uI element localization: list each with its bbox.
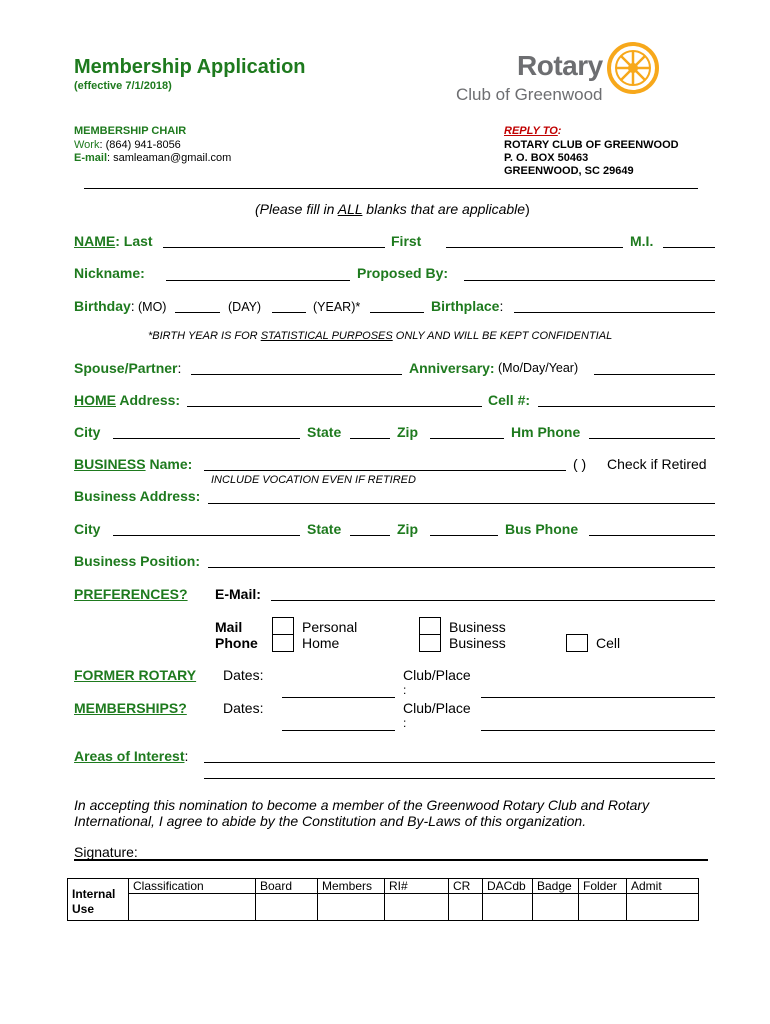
business-city-label: City <box>74 521 101 537</box>
home-address-label: HOME Address: <box>74 392 181 408</box>
pref-email-label: E-Mail: <box>215 586 261 602</box>
birthplace-field[interactable] <box>514 312 715 313</box>
reply-line2: P. O. BOX 50463 <box>504 152 589 164</box>
birthday-label: Birthday: <box>74 298 135 314</box>
zip-label: Zip <box>397 424 418 440</box>
col-classification: Classification <box>129 879 256 894</box>
page-title: Membership Application <box>74 56 306 78</box>
col-badge: Badge <box>533 879 579 894</box>
pref-phone-label: Phone <box>215 635 258 651</box>
birth-year-field[interactable] <box>370 312 424 313</box>
club-place-field-2[interactable] <box>481 730 715 731</box>
club-place-field-1[interactable] <box>481 697 715 698</box>
nickname-field[interactable] <box>166 280 350 281</box>
nickname-label: Nickname: <box>74 265 145 281</box>
mail-personal-checkbox[interactable] <box>272 617 294 635</box>
cell-option-label: Cell <box>596 635 621 651</box>
mo-label: (MO) <box>138 300 167 314</box>
spouse-label: Spouse/Partner: <box>74 360 182 376</box>
name-label: NAME: Last <box>74 233 153 249</box>
day-label: (DAY) <box>228 300 262 314</box>
cell-board[interactable] <box>256 894 318 921</box>
dates-label-1: Dates: <box>223 667 264 683</box>
mail-business-label: Business <box>449 619 506 635</box>
phone-business-label: Business <box>449 635 506 651</box>
areas-of-interest-label: Areas of Interest: <box>74 748 189 764</box>
header-divider <box>84 188 698 189</box>
club-place-colon-2: : <box>403 716 407 730</box>
home-address-field[interactable] <box>187 406 482 407</box>
signature-label: Signature: <box>74 844 138 860</box>
work-label: Work <box>74 139 100 151</box>
col-ri-number: RI# <box>385 879 449 894</box>
retired-label: Check if Retired <box>607 456 707 472</box>
business-position-label: Business Position: <box>74 553 201 569</box>
birth-year-note: *BIRTH YEAR IS FOR STATISTICAL PURPOSES ONLY AND WILL BE KEPT CONFIDENTIAL <box>148 330 613 342</box>
rotary-wheel-icon <box>607 42 659 94</box>
cell-members[interactable] <box>318 894 385 921</box>
former-rotary-label: FORMER ROTARY <box>74 667 197 683</box>
vocation-note: INCLUDE VOCATION EVEN IF RETIRED <box>211 474 416 486</box>
col-cr: CR <box>449 879 483 894</box>
city-label: City <box>74 424 101 440</box>
hm-phone-label: Hm Phone <box>511 424 581 440</box>
business-address-field[interactable] <box>208 503 715 504</box>
business-zip-field[interactable] <box>430 535 498 536</box>
bus-phone-label: Bus Phone <box>505 521 579 537</box>
spouse-field[interactable] <box>191 374 402 375</box>
retired-checkbox[interactable]: ( ) <box>573 456 587 472</box>
birth-month-field[interactable] <box>175 312 220 313</box>
anniversary-label: Anniversary: <box>409 360 495 376</box>
chair-heading: MEMBERSHIP CHAIR <box>74 125 187 137</box>
birthplace-label: Birthplace: <box>431 298 504 314</box>
chair-email <box>74 152 231 164</box>
business-name-field[interactable] <box>204 470 566 471</box>
rotary-logo <box>455 42 665 106</box>
personal-option-label: Personal <box>302 619 358 635</box>
internal-use-table <box>67 878 699 921</box>
reply-line3: GREENWOOD, SC 29649 <box>504 165 634 177</box>
business-state-label: State <box>307 521 342 537</box>
business-address-label: Business Address: <box>74 488 201 504</box>
cell-dacdb[interactable] <box>483 894 533 921</box>
club-place-colon-1: : <box>403 683 407 697</box>
memberships-label: MEMBERSHIPS? <box>74 700 187 716</box>
zip-field[interactable] <box>430 438 504 439</box>
birth-day-field[interactable] <box>272 312 306 313</box>
preferences-label: PREFERENCES? <box>74 586 188 602</box>
col-board: Board <box>256 879 318 894</box>
business-zip-label: Zip <box>397 521 418 537</box>
proposed-by-field[interactable] <box>464 280 715 281</box>
interests-field-1[interactable] <box>204 762 715 763</box>
phone-business-checkbox[interactable] <box>419 634 441 652</box>
logo-wordmark: Rotary <box>517 50 603 81</box>
business-state-field[interactable] <box>350 535 390 536</box>
first-name-label: First <box>391 233 422 249</box>
pref-email-field[interactable] <box>271 600 715 601</box>
cell-admit[interactable] <box>627 894 699 921</box>
reply-line1: ROTARY CLUB OF GREENWOOD <box>504 139 679 151</box>
instructions: (Please fill in ALL blanks that are applicable) <box>255 201 530 217</box>
cell-label: Cell #: <box>488 392 531 408</box>
logo-club-name: Club of Greenwood <box>456 85 603 104</box>
cell-badge[interactable] <box>533 894 579 921</box>
year-label: (YEAR)* <box>313 300 361 314</box>
dates-field-2[interactable] <box>282 730 395 731</box>
pref-mail-label: Mail <box>215 619 243 635</box>
business-name-label: BUSINESS Name: <box>74 456 193 472</box>
phone-cell-checkbox[interactable] <box>566 634 588 652</box>
chair-work <box>74 139 181 151</box>
cell-folder[interactable] <box>579 894 627 921</box>
first-name-field[interactable] <box>446 247 623 248</box>
club-place-label-1: Club/Place <box>403 667 471 683</box>
signature-field[interactable] <box>74 859 708 861</box>
reply-heading: REPLY TO: <box>504 125 562 137</box>
effective-date: (effective 7/1/2018) <box>74 80 172 92</box>
hm-phone-field[interactable] <box>589 438 715 439</box>
col-folder: Folder <box>579 879 627 894</box>
business-city-field[interactable] <box>113 535 300 536</box>
state-label: State <box>307 424 342 440</box>
mi-label: M.I. <box>630 233 654 249</box>
phone-home-checkbox[interactable] <box>272 634 294 652</box>
work-phone: : (864) 941-8056 <box>99 139 181 151</box>
cell-cr[interactable] <box>449 894 483 921</box>
mail-business-checkbox[interactable] <box>419 617 441 635</box>
proposed-by-label: Proposed By: <box>357 265 449 281</box>
bus-phone-field[interactable] <box>589 535 715 536</box>
internal-use-label: Internal Use <box>68 879 129 921</box>
email-value: : samleaman@gmail.com <box>107 152 232 164</box>
anniversary-format: (Mo/Day/Year) <box>498 361 579 375</box>
club-place-label-2: Club/Place <box>403 700 471 716</box>
city-field[interactable] <box>113 438 300 439</box>
mi-field[interactable] <box>663 247 715 248</box>
cell-ri-number[interactable] <box>385 894 449 921</box>
col-admit: Admit <box>627 879 699 894</box>
dates-field-1[interactable] <box>282 697 395 698</box>
cell-field[interactable] <box>538 406 715 407</box>
business-position-field[interactable] <box>208 567 715 568</box>
interests-field-2[interactable] <box>204 778 715 779</box>
dates-label-2: Dates: <box>223 700 264 716</box>
cell-classification[interactable] <box>129 894 256 921</box>
agreement-text: In accepting this nomination to become a member of the Greenwood Rotary Club and Rotary International, I agree to abide by the Constitution and By-Laws of this organization. <box>74 797 650 829</box>
state-field[interactable] <box>350 438 390 439</box>
anniversary-field[interactable] <box>594 374 715 375</box>
col-dacdb: DACdb <box>483 879 533 894</box>
last-name-field[interactable] <box>163 247 385 248</box>
col-members: Members <box>318 879 385 894</box>
home-option-label: Home <box>302 635 340 651</box>
email-label: E-mail <box>74 152 108 164</box>
